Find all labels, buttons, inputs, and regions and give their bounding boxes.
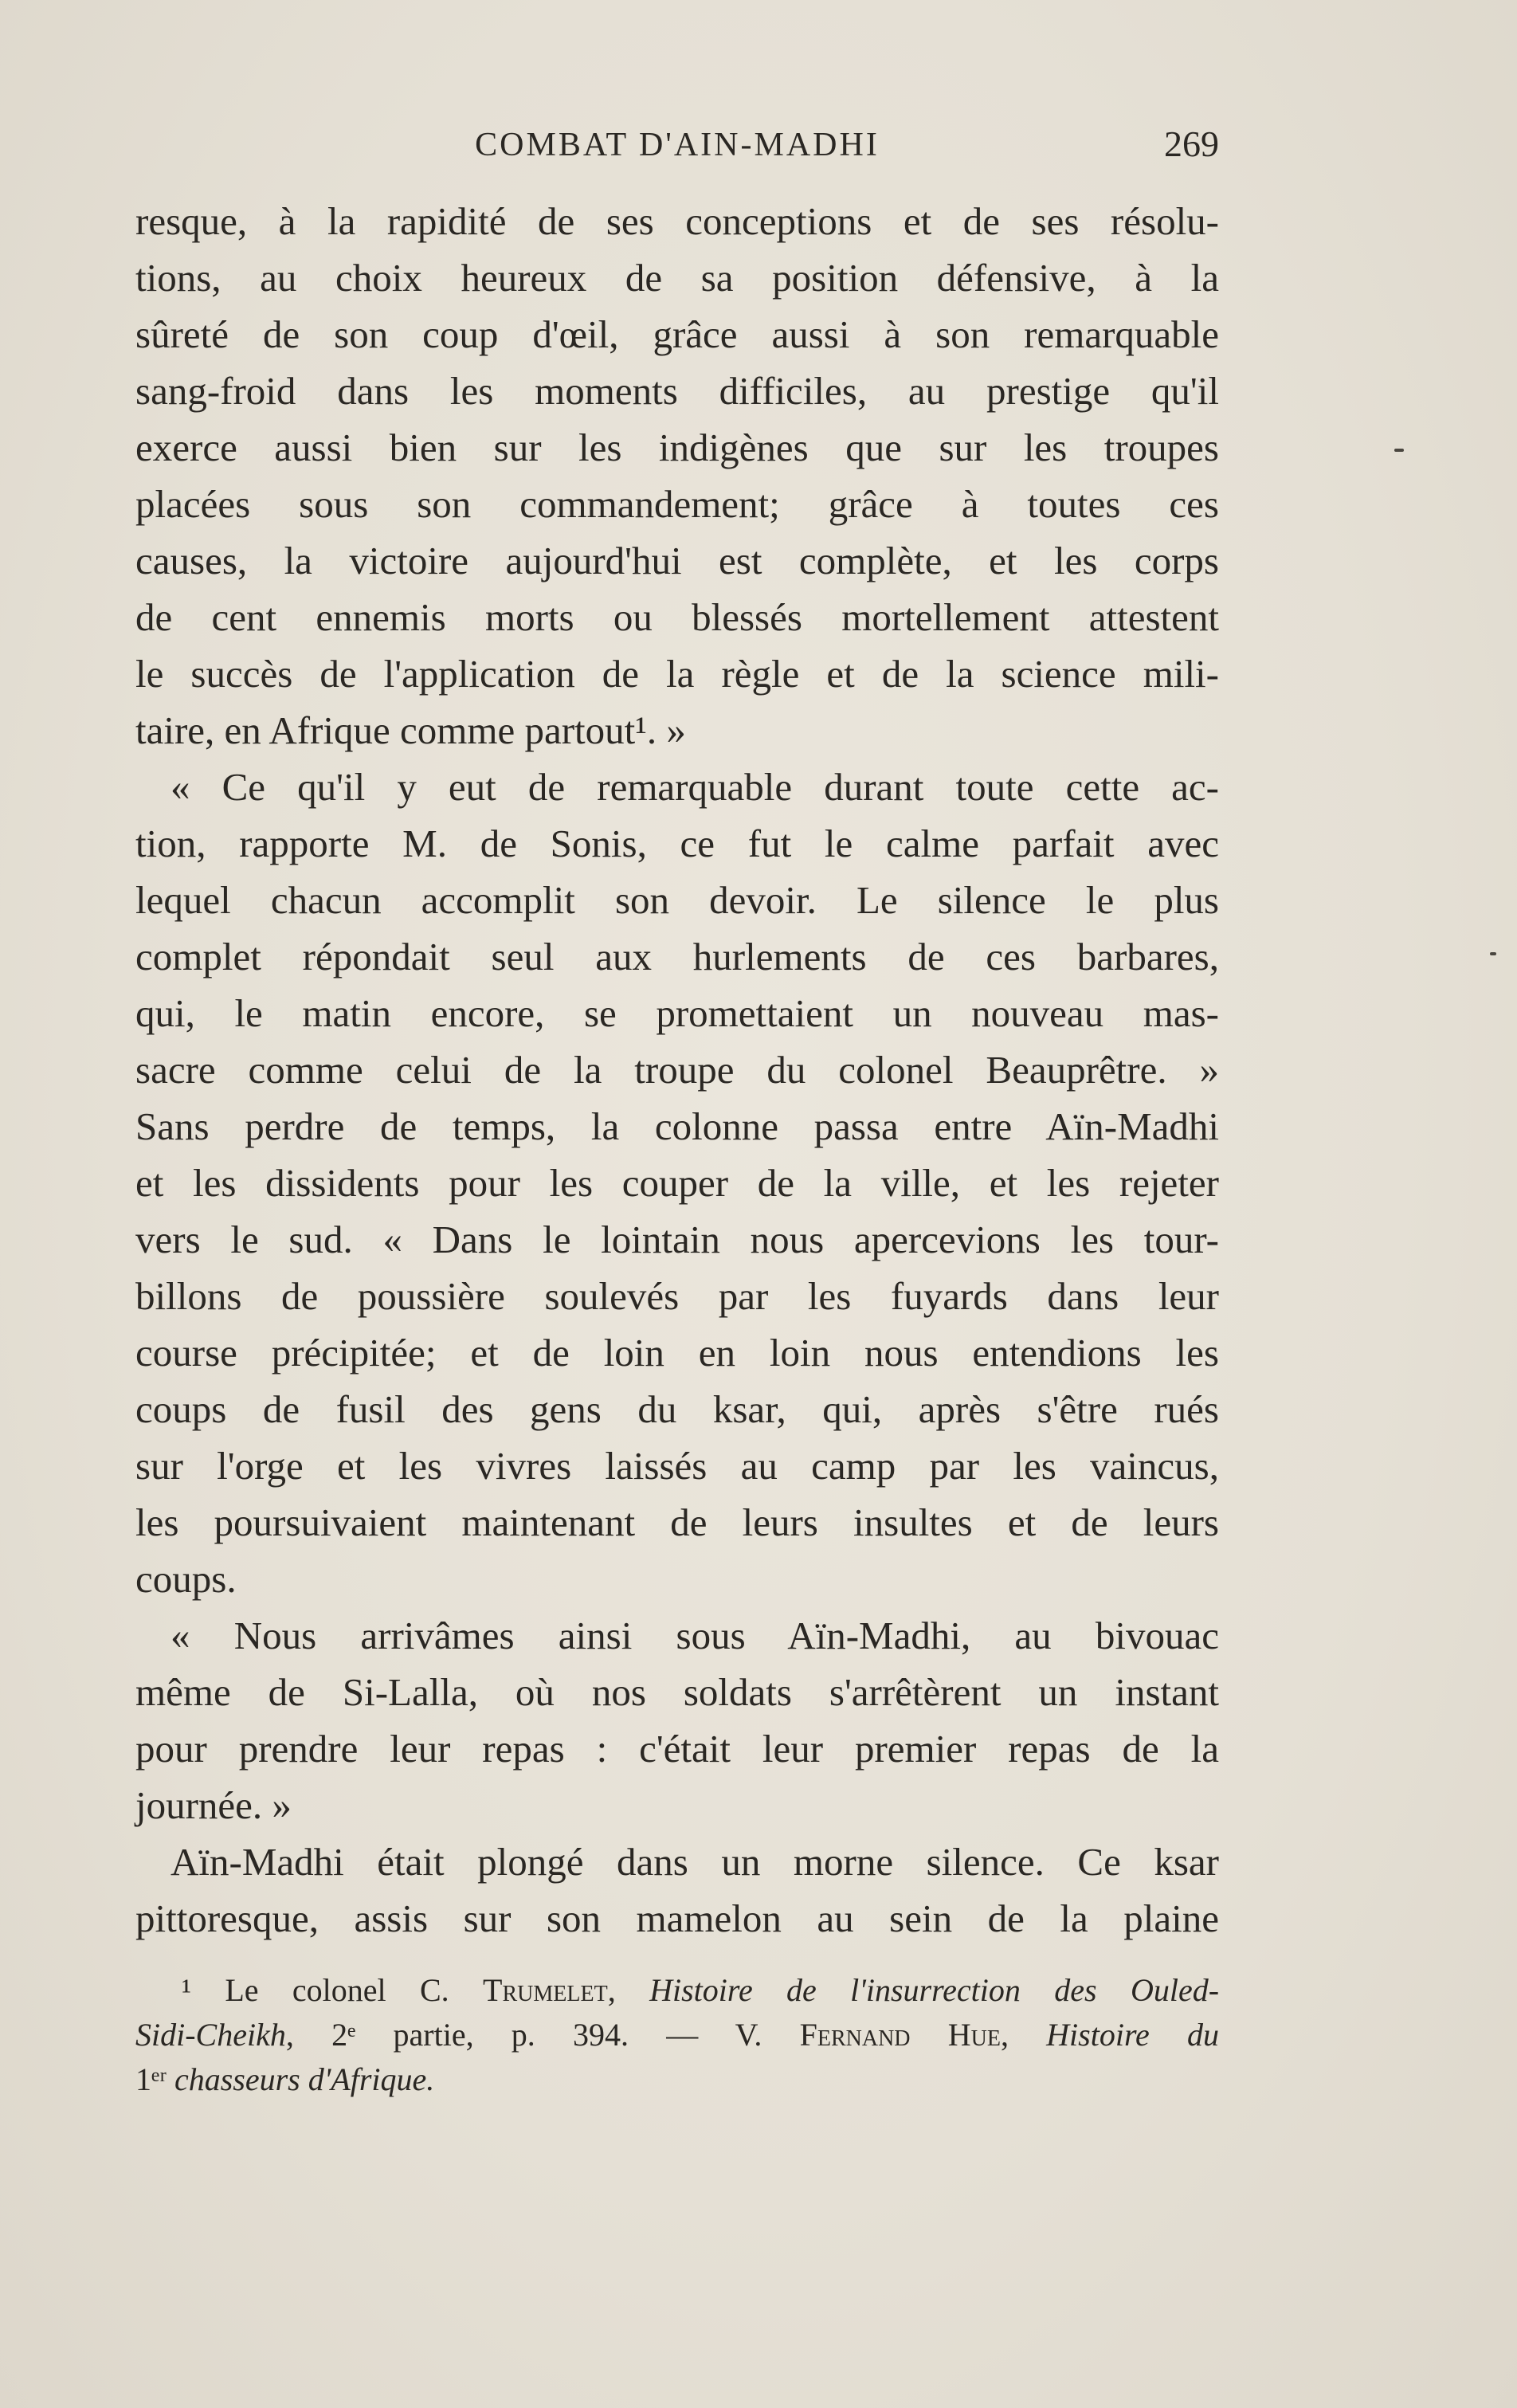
footnote-author: Fernand Hue (799, 2017, 1001, 2053)
text-line: taire, en Afrique comme partout¹. » (135, 708, 686, 752)
footnote-title: Sidi-Cheikh (135, 2017, 286, 2053)
text-line: les poursuivaient maintenant de leurs insultes et de leurs (135, 1500, 1219, 1544)
footnote-text: 1ᵉʳ (135, 2061, 174, 2097)
text-line: billons de poussière soulevés par les fuyards dans leur (135, 1274, 1219, 1318)
running-title: COMBAT D'AIN-MADHI (475, 127, 880, 163)
footnote-title: Histoire du (1046, 2017, 1219, 2053)
footnote-line (135, 2013, 1219, 2057)
text-line: qui, le matin encore, se promettaient un nouveau mas- (135, 991, 1219, 1035)
running-head (135, 120, 1219, 167)
text-line: le succès de l'application de la règle et de la science mili- (135, 652, 1219, 696)
text-line: « Nous arrivâmes ainsi sous Aïn-Madhi, au bivouac (171, 1614, 1219, 1657)
footnote-title: Histoire de l'insurrection des Ouled- (649, 1972, 1220, 2008)
text-line: « Ce qu'il y eut de remarquable durant toute cette ac- (171, 765, 1219, 809)
text-line: journée. » (135, 1783, 292, 1827)
text-line: même de Si-Lalla, où nos soldats s'arrêtèrent un instant (135, 1670, 1219, 1714)
footnote-text: ¹ Le colonel C. (182, 1972, 484, 2008)
text-line: pittoresque, assis sur son mamelon au sein de la plaine (135, 1896, 1219, 1940)
text-line: tions, au choix heureux de sa position défensive, à la (135, 256, 1219, 300)
text-line: pour prendre leur repas : c'était leur premier repas de la (135, 1727, 1219, 1771)
text-line: coups. (135, 1557, 237, 1601)
text-line: sacre comme celui de la troupe du colonel Beauprêtre. » (135, 1048, 1219, 1092)
text-line: lequel chacun accomplit son devoir. Le silence le plus (135, 878, 1219, 922)
text-line: sûreté de son coup d'œil, grâce aussi à son remarquable (135, 312, 1219, 356)
margin-speck (1490, 952, 1496, 955)
text-line: causes, la victoire aujourd'hui est complète, et les corps (135, 539, 1219, 582)
page-number: 269 (1164, 124, 1219, 164)
text-line: vers le sud. « Dans le lointain nous apercevions les tour- (135, 1218, 1219, 1261)
footnote (135, 1968, 1219, 2102)
text-line: exerce aussi bien sur les indigènes que sur les troupes (135, 426, 1219, 469)
text-line: sur l'orge et les vivres laissés au camp par les vaincus, (135, 1444, 1219, 1488)
text-line: resque, à la rapidité de ses conceptions et de ses résolu- (135, 199, 1219, 243)
text-line: Sans perdre de temps, la colonne passa entre Aïn-Madhi (135, 1104, 1219, 1148)
text-line: de cent ennemis morts ou blessés mortellement attestent (135, 595, 1219, 639)
footnote-text: , 2ᵉ partie, p. 394. — V. (285, 2017, 800, 2053)
text-line: complet répondait seul aux hurlements de ces barbares, (135, 935, 1219, 978)
footnote-line (135, 2057, 1219, 2102)
text-line: coups de fusil des gens du ksar, qui, après s'être rués (135, 1387, 1219, 1431)
body-text (135, 193, 1219, 1947)
text-line: sang-froid dans les moments difficiles, au prestige qu'il (135, 369, 1219, 413)
margin-speck (1394, 449, 1404, 452)
text-line: Aïn-Madhi était plongé dans un morne silence. Ce ksar (171, 1840, 1219, 1884)
footnote-author: Trumelet (483, 1972, 608, 2008)
text-line: et les dissidents pour les couper de la ville, et les rejeter (135, 1161, 1219, 1205)
text-line: placées sous son commandement; grâce à toutes ces (135, 482, 1219, 526)
text-line: tion, rapporte M. de Sonis, ce fut le calme parfait avec (135, 822, 1219, 865)
footnote-title: chasseurs d'Afrique. (174, 2061, 435, 2097)
footnote-text: , (607, 1972, 650, 2008)
text-line: course précipitée; et de loin en loin nous entendions les (135, 1331, 1219, 1375)
footnote-line (135, 1968, 1219, 2013)
footnote-text: , (1000, 2017, 1047, 2053)
